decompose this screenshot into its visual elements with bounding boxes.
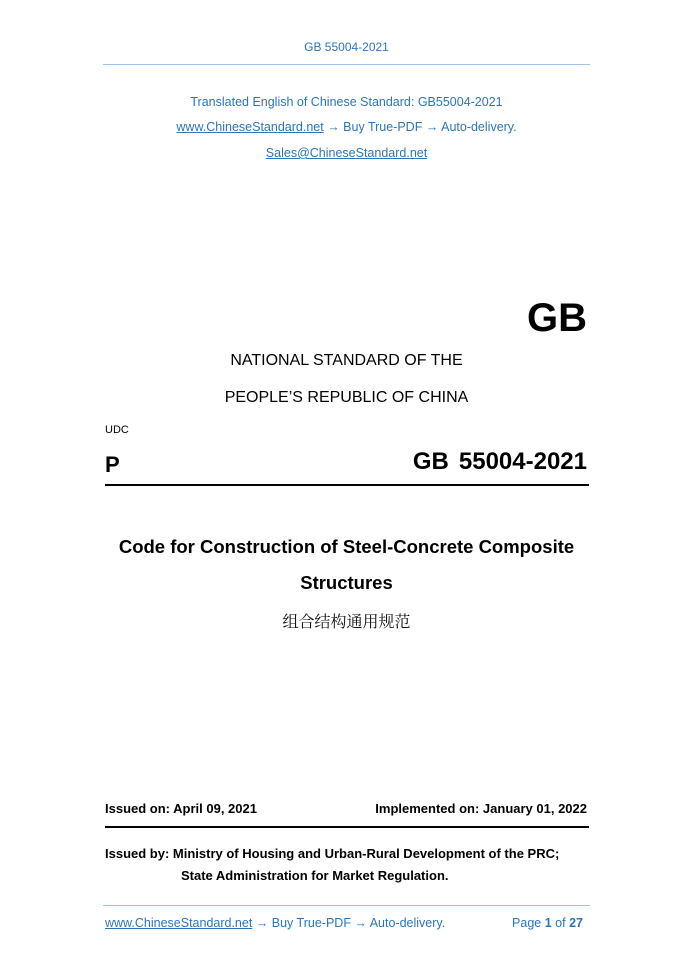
chinese-title: 组合结构通用规范: [282, 612, 411, 631]
title-line1: Code for Construction of Steel-Concrete Composite: [118, 536, 575, 557]
issued-by-line2: State Administration for Market Regulation.: [181, 868, 449, 883]
footer-site-link[interactable]: www.ChineseStandard.net: [105, 916, 253, 930]
page-of: of: [555, 916, 566, 930]
classification-letter: P: [105, 452, 120, 477]
udc-label: UDC: [105, 424, 129, 436]
gb-logo: GB: [527, 296, 587, 340]
title-line2: Structures: [300, 572, 393, 593]
dates-divider: [105, 826, 589, 828]
page-indicator: [512, 916, 583, 930]
header-divider: [103, 64, 590, 65]
title-divider: [105, 484, 589, 486]
page-current: 1: [544, 916, 552, 930]
page-total: 27: [569, 916, 583, 930]
email-line: [0, 146, 693, 160]
site-link[interactable]: www.ChineseStandard.net: [176, 120, 324, 134]
sales-email-link[interactable]: Sales@ChineseStandard.net: [265, 146, 428, 160]
buy-text: → Buy True-PDF → Auto-delivery.: [327, 120, 517, 134]
national-standard-line1: NATIONAL STANDARD OF THE: [230, 352, 463, 369]
national-standard-line2: PEOPLE’S REPUBLIC OF CHINA: [224, 389, 469, 406]
standard-number-value: 55004-2021: [458, 448, 587, 475]
footer-buy-text: → Buy True-PDF → Auto-delivery.: [255, 916, 446, 930]
page-label: Page: [512, 916, 542, 930]
standard-number: [413, 448, 587, 476]
footer-divider: [103, 905, 590, 906]
buy-line: [0, 120, 693, 134]
issued-on-date: Issued on: April 09, 2021: [105, 801, 257, 816]
standard-prefix: GB: [412, 448, 449, 475]
implemented-on-date: Implemented on: January 01, 2022: [375, 801, 587, 816]
header-standard-code: GB 55004-2021: [304, 40, 389, 54]
issued-by-line1: Issued by: Ministry of Housing and Urban-Rural Development of the PRC;: [105, 846, 560, 861]
translated-notice: Translated English of Chinese Standard: GB55004-2021: [190, 95, 503, 109]
footer-buy-line: [105, 916, 445, 930]
